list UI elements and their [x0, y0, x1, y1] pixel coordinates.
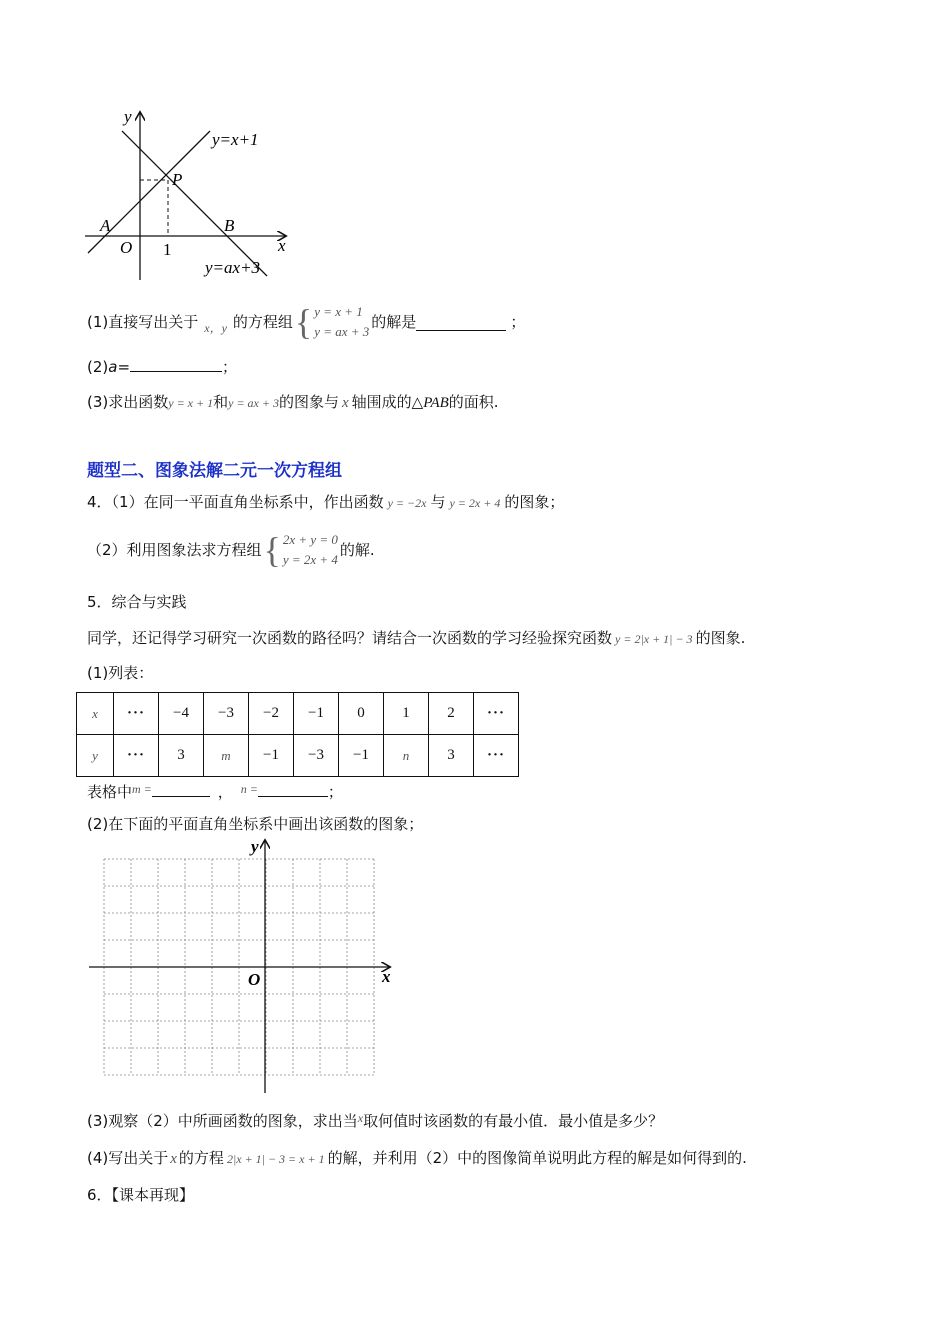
table-cell: −3 — [294, 735, 339, 777]
table-cell: 2 — [429, 693, 474, 735]
table-cell: 1 — [384, 693, 429, 735]
answer-blank-m[interactable] — [152, 782, 210, 797]
table-cell: −1 — [294, 693, 339, 735]
table-cell: −1 — [339, 735, 384, 777]
q3-part1: (1)直接写出关于 x，y 的方程组 { y = x + 1 y = ax + 3 的解是 ； — [87, 302, 526, 342]
answer-blank-a[interactable] — [130, 357, 222, 372]
table-header-x: x — [77, 693, 114, 735]
q5-title: 5．综合与实践 — [87, 593, 187, 611]
q4-part2: （2）利用图象法求方程组 { 2x + y = 0 y = 2x + 4 的解. — [87, 530, 375, 570]
q5-part3: (3)观察（2）中所画函数的图象，求出当$^x$取何值时该函数的有最小值．最小值是多少？ — [87, 1111, 664, 1130]
q5-part2: (2)在下面的平面直角坐标系中画出该函数的图象； — [87, 815, 424, 833]
q5-intro: 同学，还记得学习研究一次函数的路径吗？请结合一次函数的学习经验探究函数 y = 2|x + 1| − 3 的图象. — [87, 629, 746, 647]
label-line2: y=ax+3 — [205, 258, 261, 277]
figure-intersecting-lines — [80, 105, 310, 285]
label-y-axis: y — [124, 107, 132, 126]
table-cell: 0 — [339, 693, 384, 735]
q3-system: { y = x + 1 y = ax + 3 — [294, 302, 370, 342]
table-header-y: y — [77, 735, 114, 777]
q6-title: 6．【课本再现】 — [87, 1186, 195, 1204]
table-cell-m: m — [204, 735, 249, 777]
q3-part3: (3)求出函数y = x + 1和y = ax + 3的图象与 x 轴围成的△PAB的面积. — [87, 393, 499, 411]
label-point-b: B — [224, 216, 235, 235]
table-cell: ··· — [474, 693, 519, 735]
label-tick-1: 1 — [163, 240, 172, 259]
label-point-a: A — [100, 216, 111, 235]
coordinate-grid — [85, 835, 405, 1097]
table-cell: 3 — [159, 735, 204, 777]
answer-blank-n[interactable] — [258, 782, 328, 797]
q3-part2: (2)a= ； — [87, 358, 238, 376]
table-cell-n: n — [384, 735, 429, 777]
q5-part1-answer: 表格中$^{m =}$ ， $^{n =}$ ； — [87, 782, 343, 801]
grid-label-origin: O — [248, 970, 261, 989]
table-cell: 3 — [429, 735, 474, 777]
values-table — [76, 692, 519, 777]
table-cell: ··· — [474, 735, 519, 777]
q5-part1: (1)列表： — [87, 664, 154, 682]
answer-blank-1[interactable] — [416, 314, 506, 331]
table-row-x — [77, 693, 519, 735]
line-y-ax-plus-3 — [122, 131, 267, 276]
table-row-y — [77, 735, 519, 777]
q5-part4: (4)写出关于 x 的方程 2|x + 1| − 3 = x + 1 的解，并利用（2）中的图像简单说明此方程的解是如何得到的. — [87, 1149, 747, 1167]
table-cell: ··· — [114, 735, 159, 777]
q4-system: { 2x + y = 0 y = 2x + 4 — [263, 530, 338, 570]
label-origin: O — [120, 238, 133, 257]
table-cell: −1 — [249, 735, 294, 777]
q4-part1: 4．（1）在同一平面直角坐标系中，作出函数 y = −2x 与 y = 2x + 4 的图象； — [87, 493, 565, 511]
grid-label-x: x — [382, 967, 391, 986]
table-cell: ··· — [114, 693, 159, 735]
table-cell: −3 — [204, 693, 249, 735]
table-cell: −2 — [249, 693, 294, 735]
section-heading: 题型二、图象法解二元一次方程组 — [87, 461, 342, 481]
label-line1: y=x+1 — [212, 130, 259, 149]
table-cell: −4 — [159, 693, 204, 735]
label-x-axis: x — [278, 236, 286, 255]
label-point-p: P — [172, 170, 183, 189]
grid-label-y: y — [251, 837, 259, 856]
